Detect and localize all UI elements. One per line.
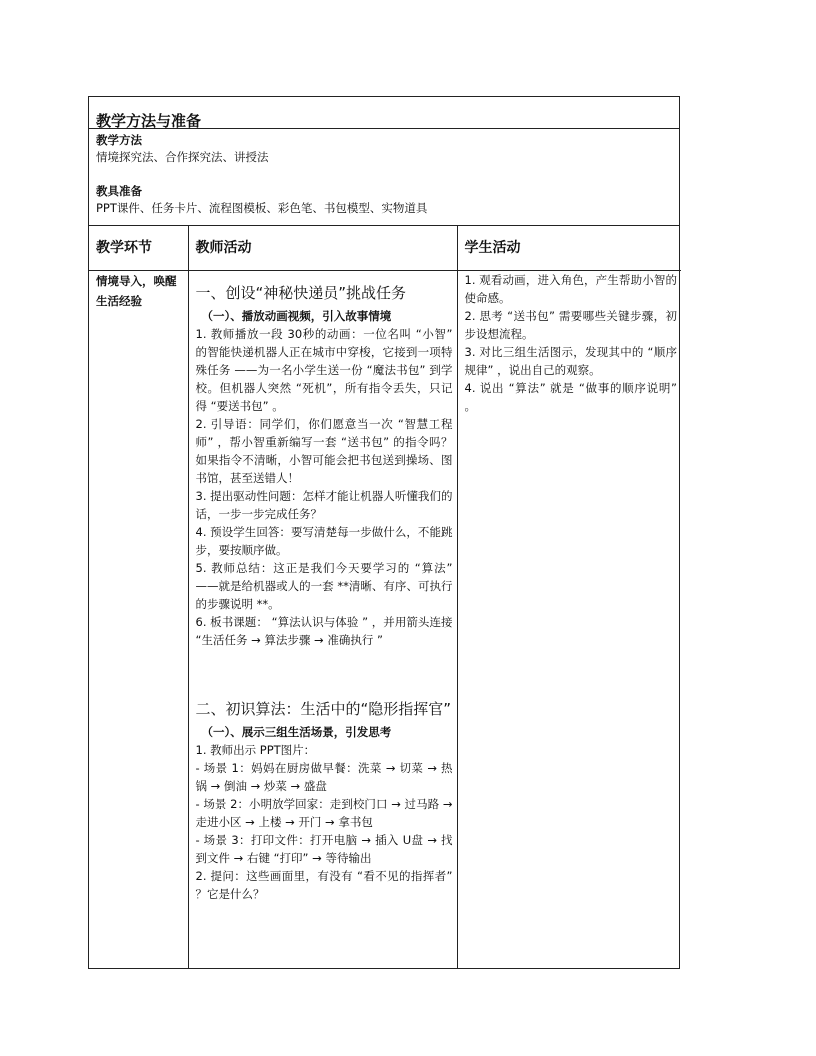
spacer — [96, 166, 679, 183]
activity-table — [89, 226, 681, 968]
section1-item: 1. 教师播放一段 30秒的动画：一位名叫 “小智” 的智能快递机器人正在城市中穿梭，它接到一项特殊任务 ——为一名小学生送一份 “魔法书包” 到学校。但机器人突然 “死机”，所有指令丢失，只记得 “要送书包” 。 — [195, 327, 453, 413]
preparation-title: 教学方法与准备 — [89, 97, 679, 129]
stage-cell: 情境导入，唤醒生活经验 — [89, 271, 188, 968]
section1-subtitle: （一）、播放动画视频，引入故事情境 — [201, 309, 392, 323]
header-stage: 教学环节 — [89, 226, 188, 271]
tools-heading: 教具准备 — [96, 184, 142, 198]
section2-subtitle: （一）、展示三组生活场景，引发思考 — [201, 725, 392, 739]
preparation-section — [89, 97, 679, 226]
table-header-row — [89, 226, 681, 271]
methods-text: 情境探究法、合作探究法、讲授法 — [96, 150, 269, 164]
lesson-plan-page — [88, 96, 680, 969]
student-item: 1. 观看动画，进入角色，产生帮助小智的使命感。 — [464, 273, 677, 305]
section2-item: - 场景 3：打印文件：打开电脑 → 插入 U盘 → 找到文件 → 右键 “打印” → 等待输出 — [195, 833, 453, 865]
section1-item: 4. 预设学生回答：要写清楚每一步做什么，不能跳步，要按顺序做。 — [195, 525, 453, 557]
section2-item: 1. 教师出示 PPT图片： — [195, 743, 316, 757]
methods-heading: 教学方法 — [96, 133, 142, 147]
teacher-cell — [188, 271, 457, 968]
table-row — [89, 271, 681, 968]
tools-text: PPT课件、任务卡片、流程图模板、彩色笔、书包模型、实物道具 — [96, 201, 428, 215]
student-cell — [457, 271, 681, 968]
section1-item: 5. 教师总结：这正是我们今天要学习的 “算法” ——就是给机器或人的一套 **清晰、有序、可执行的步骤说明 **。 — [195, 561, 453, 611]
student-item: 2. 思考 “送书包” 需要哪些关键步骤，初步设想流程。 — [464, 309, 677, 341]
section1-item: 6. 板书课题： “算法认识与体验 ” ，并用箭头连接 “生活任务 → 算法步骤 → 准确执行 ” — [195, 615, 453, 647]
section2-item: - 场景 2：小明放学回家：走到校门口 → 过马路 → 走进小区 → 上楼 → 开门 → 拿书包 — [195, 797, 453, 829]
section1-item: 2. 引导语：同学们，你们愿意当一次 “智慧工程师” ，帮小智重新编写一套 “送书包” 的指令吗？如果指令不清晰，小智可能会把书包送到操场、图书馆，甚至送错人！ — [195, 417, 453, 485]
section1-item: 3. 提出驱动性问题：怎样才能让机器人听懂我们的话，一步一步完成任务？ — [195, 489, 453, 521]
section1-title: 一、创设“神秘快递员”挑战任务 — [195, 284, 407, 302]
preparation-body — [89, 129, 679, 217]
student-item: 4. 说出 “算法” 就是 “做事的顺序说明” 。 — [464, 381, 677, 413]
student-item: 3. 对比三组生活图示，发现其中的 “顺序规律” ，说出自己的观察。 — [464, 345, 677, 377]
section2-item: - 场景 1：妈妈在厨房做早餐：洗菜 → 切菜 → 热锅 → 倒油 → 炒菜 → 盛盘 — [195, 761, 453, 793]
section2-item: 2. 提问：这些画面里，有没有 “看不见的指挥者” ？它是什么？ — [195, 869, 453, 901]
header-student: 学生活动 — [457, 226, 681, 271]
header-teacher: 教师活动 — [188, 226, 457, 271]
section2-title: 二、初识算法：生活中的“隐形指挥官” — [195, 700, 452, 718]
